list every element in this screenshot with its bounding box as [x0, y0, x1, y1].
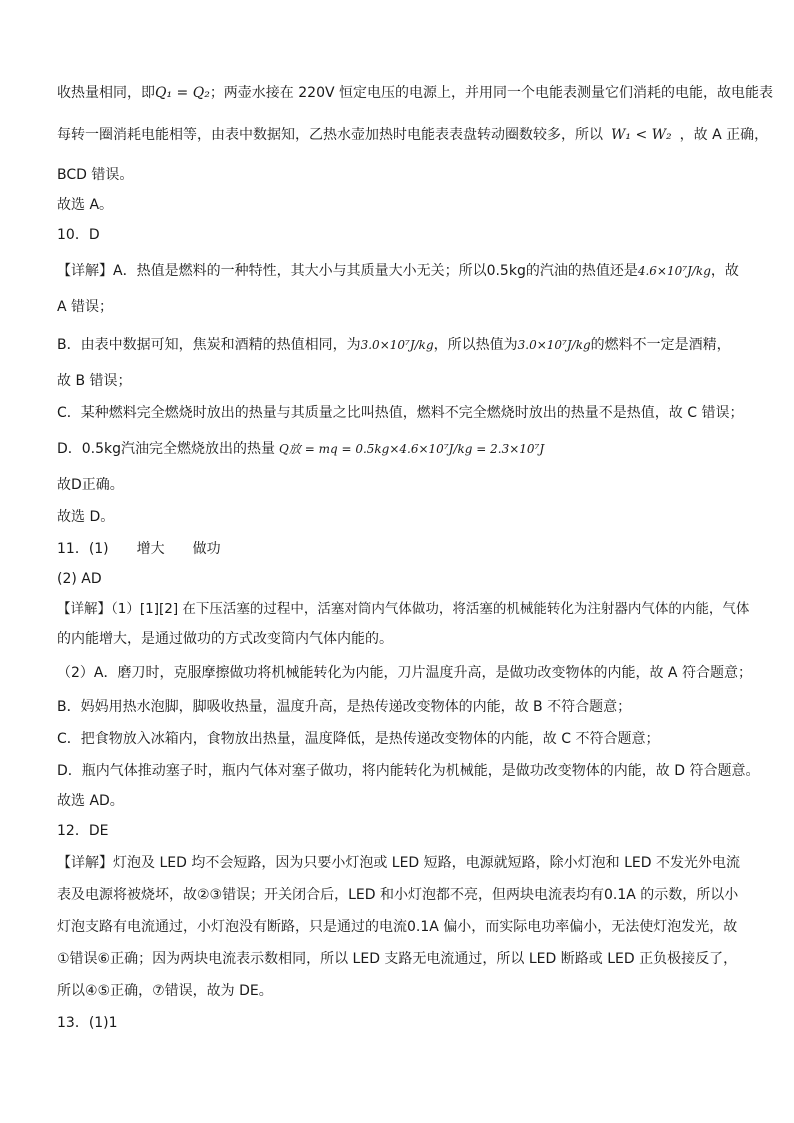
- question-number: 12．DE: [57, 823, 109, 839]
- text-line: [57, 440, 544, 458]
- line-text: D．0.5kg汽油完全燃烧放出的热量: [57, 441, 276, 457]
- formula: W₁ < W₂: [611, 127, 672, 143]
- text-line: [57, 84, 773, 102]
- line-text: 收热量相同，即: [57, 85, 155, 101]
- text-line: [57, 126, 768, 144]
- line-text: 每转一圈消耗电能相等，由表中数据知，乙热水壶加热时电能表表盘转动圈数较多，所以: [57, 127, 603, 143]
- text-line: 【详解】（1）[1][2] 在下压活塞的过程中，活塞对筒内气体做功，将活塞的机械能转化为注射器内气体的内能，气体: [57, 601, 750, 617]
- text-line: BCD 错误。: [57, 167, 134, 183]
- text-line: 【详解】灯泡及 LED 均不会短路，因为只要小灯泡或 LED 短路，电源就短路，除小灯泡和 LED 不发光外电流: [57, 855, 740, 871]
- formula: 3.0×10⁷J/kg: [360, 338, 434, 352]
- text-line: 故选 AD。: [57, 793, 124, 809]
- line-text: ；两壶水接在 220V 恒定电压的电源上，并用同一个电能表测量它们消耗的电能，故电能表: [209, 85, 774, 101]
- line-text: ，所以热值为: [433, 337, 518, 353]
- text-line: 故选 A。: [57, 197, 114, 213]
- formula: 4.6×10⁷J/kg: [637, 264, 711, 278]
- line-text: 的燃料不一定是酒精，: [590, 337, 731, 353]
- text-line: [57, 336, 731, 354]
- text-line: 故D正确。: [57, 477, 124, 493]
- text-line: (2) AD: [57, 571, 102, 587]
- text-line: 表及电源将被烧坏，故②③错误；开关闭合后，LED 和小灯泡都不亮，但两块电流表均有0.1A 的示数，所以小: [57, 887, 739, 903]
- text-line: D．瓶内气体推动塞子时，瓶内气体对塞子做功，将内能转化为机械能，是做功改变物体的内能，故 D 符合题意。: [57, 763, 760, 779]
- text-line: A 错误；: [57, 299, 114, 315]
- formula: Q放 = mq = 0.5kg×4.6×10⁷J/kg = 2.3×10⁷J: [279, 442, 545, 456]
- text-line: [57, 262, 739, 280]
- text-line: 灯泡支路有电流通过，小灯泡没有断路，只是通过的电流0.1A 偏小，而实际电功率偏小，无法使灯泡发光，故: [57, 919, 738, 935]
- question-number: 10．D: [57, 227, 100, 243]
- text-line: 故 B 错误；: [57, 373, 132, 389]
- text-line: 的内能增大，是通过做功的方式改变筒内气体内能的。: [57, 631, 393, 647]
- line-text: ，故 A 正确，: [679, 127, 769, 143]
- text-line: C．把食物放入冰箱内，食物放出热量，温度降低，是热传递改变物体的内能，故 C 不符合题意；: [57, 731, 660, 747]
- text-line: 所以④⑤正确，⑦错误，故为 DE。: [57, 983, 273, 999]
- text-line: （2）A．磨刀时，克服摩擦做功将机械能转化为内能，刀片温度升高，是做功改变物体的内能，故 A 符合题意；: [57, 665, 752, 681]
- line-text: B．由表中数据可知，焦炭和酒精的热值相同，为: [57, 337, 361, 353]
- text-line: 故选 D。: [57, 509, 115, 525]
- text-line: ①错误⑥正确；因为两块电流表示数相同，所以 LED 支路无电流通过，所以 LED 断路或 LED 正负极接反了，: [57, 951, 738, 967]
- line-text: 【详解】A．热值是燃料的一种特性，其大小与其质量大小无关；所以0.5kg的汽油的热值还是: [57, 263, 638, 279]
- formula: 3.0×10⁷J/kg: [517, 338, 591, 352]
- text-line: C．某种燃料完全燃烧时放出的热量与其质量之比叫热值，燃料不完全燃烧时放出的热量不是热值，故 C 错误；: [57, 405, 744, 421]
- formula: Q₁ = Q₂: [155, 85, 210, 101]
- question-number: 11．(1) 增大 做功: [57, 541, 221, 557]
- question-number: 13．(1)1: [57, 1015, 118, 1031]
- line-text: ，故: [710, 263, 739, 279]
- text-line: B．妈妈用热水泡脚，脚吸收热量，温度升高，是热传递改变物体的内能，故 B 不符合题意；: [57, 699, 632, 715]
